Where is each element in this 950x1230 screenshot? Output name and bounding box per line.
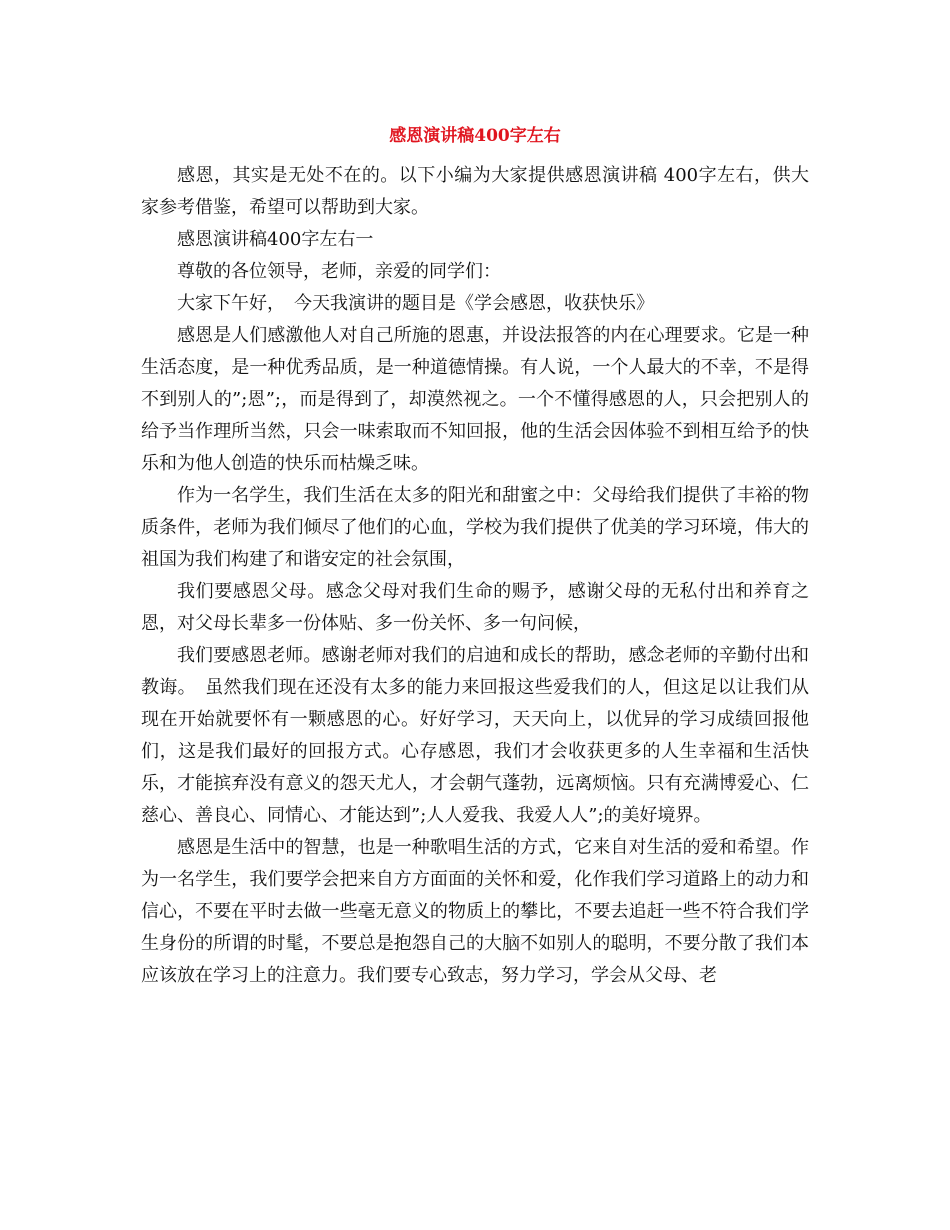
paragraph-student-life: 作为一名学生，我们生活在太多的阳光和甜蜜之中：父母给我们提供了丰裕的物质条件，老师为我们倾尽了他们的心血，学校为我们提供了优美的学习环境，伟大的祖国为我们构建了和谐安定的社会氛围， [141, 485, 809, 570]
paragraph-definition: 感恩是人们感激他人对自己所施的恩惠，并设法报答的内在心理要求。它是一种生活态度，是一种优秀品质，是一种道德情操。有人说，一个人最大的不幸，不是得不到别人的”;恩”;，而是得到了，却漠然视之。一个不懂得感恩的人，只会把别人的给予当作理所当然，只会一味索取而不知回报，他的生活会因体验不到相互给予的快乐和为他人创造的快乐而枯燥乏味。 [141, 325, 809, 474]
paragraph-greeting: 大家下午好， 今天我演讲的题目是《学会感恩，收获快乐》 [177, 293, 654, 314]
document-body [141, 160, 809, 992]
paragraph-intro: 感恩，其实是无处不在的。以下小编为大家提供感恩演讲稿 400字左右，供大家参考借鉴，希望可以帮助到大家。 [141, 165, 809, 218]
paragraph-wisdom: 感恩是生活中的智慧，也是一种歌唱生活的方式，它来自对生活的爱和希望。作为一名学生，我们要学会把来自方方面面的关怀和爱，化作我们学习道路上的动力和信心，不要在平时去做一些毫无意义的物质上的攀比，不要去追赶一些不符合我们学生身份的所谓的时髦，不要总是抱怨自己的大脑不如别人的聪明，不要分散了我们本应该放在学习上的注意力。我们要专心致志，努力学习，学会从父母、老 [141, 837, 809, 986]
document-title: 感恩演讲稿400字左右 [389, 126, 561, 146]
paragraph-salutation: 尊敬的各位领导，老师，亲爱的同学们： [177, 261, 501, 282]
paragraph-thank-parents: 我们要感恩父母。感念父母对我们生命的赐予，感谢父母的无私付出和养育之恩，对父母长辈多一份体贴、多一份关怀、多一句问候， [141, 581, 809, 634]
paragraph-thank-teachers: 我们要感恩老师。感谢老师对我们的启迪和成长的帮助，感念老师的辛勤付出和教诲。 虽然我们现在还没有太多的能力来回报这些爱我们的人，但这足以让我们从现在开始就要怀有一颗感恩的心。好好学习，天天向上，以优异的学习成绩回报他们，这是我们最好的回报方式。心存感恩，我们才会收获更多的人生幸福和生活快乐，才能摈弃没有意义的怨天尤人，才会朝气蓬勃，远离烦恼。只有充满博爱心、仁慈心、善良心、同情心、才能达到”;人人爱我、我爱人人”;的美好境界。 [141, 645, 809, 826]
paragraph-section-heading: 感恩演讲稿400字左右一 [177, 229, 374, 250]
